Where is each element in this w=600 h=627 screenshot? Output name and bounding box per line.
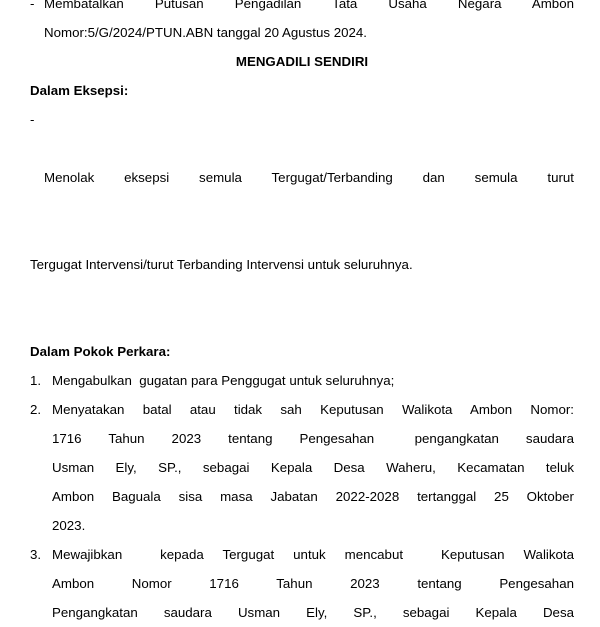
list-item-body — [52, 395, 574, 540]
list-item-line: Mewajibkan kepada Tergugat untuk mencabut Keputusan Walikota — [52, 547, 574, 562]
list-item-line: Pengangkatan saudara Usman Ely, SP., sebagai Kepala Desa — [52, 605, 574, 620]
list-item — [30, 366, 574, 395]
list-item-body — [52, 366, 574, 395]
eksepsi-line-1: Menolak eksepsi semula Tergugat/Terbanding dan semula turut — [44, 170, 574, 185]
list-item-line: Mengabulkan gugatan para Penggugat untuk seluruhnya; — [52, 373, 395, 388]
list-item-line: Ambon Nomor 1716 Tahun 2023 tentang Pengesahan — [52, 576, 574, 591]
list-item-line: 2023. — [52, 518, 86, 533]
heading-mengadili-sendiri: MENGADILI SENDIRI — [235, 54, 369, 69]
list-item — [30, 395, 574, 540]
list-item-line: Menyatakan batal atau tidak sah Keputusan Walikota Ambon Nomor: — [52, 402, 574, 417]
clipped-top-line — [30, 0, 574, 18]
nomor-line: Nomor:5/G/2024/PTUN.ABN tanggal 20 Agustus 2024. — [44, 25, 368, 40]
list-item-number: 2. — [30, 402, 42, 417]
heading-dalam-pokok-perkara: Dalam Pokok Perkara: — [30, 344, 171, 359]
bullet-marker: - — [30, 112, 35, 127]
list-item-line: 1716 Tahun 2023 tentang Pengesahan pengangkatan saudara — [52, 431, 574, 446]
top-bullet-row — [30, 0, 574, 18]
list-item-number: 1. — [30, 373, 42, 388]
bullet-marker: - — [30, 0, 35, 11]
eksepsi-text — [30, 105, 574, 337]
top-bullet-text: Membatalkan Putusan Pengadilan Tata Usaha Negara Ambon — [44, 0, 574, 11]
heading-dalam-eksepsi: Dalam Eksepsi: — [30, 83, 129, 98]
list-item — [30, 540, 574, 627]
list-item-line: Ambon Baguala sisa masa Jabatan 2022-2028 tertanggal 25 Oktober — [52, 489, 574, 504]
list-item-line: Usman Ely, SP., sebagai Kepala Desa Waheru, Kecamatan teluk — [52, 460, 574, 475]
eksepsi-line-2: Tergugat Intervensi/turut Terbanding Intervensi untuk seluruhnya. — [30, 257, 413, 272]
list-item-body — [52, 540, 574, 627]
eksepsi-paragraph — [30, 105, 574, 337]
list-item-number: 3. — [30, 547, 42, 562]
